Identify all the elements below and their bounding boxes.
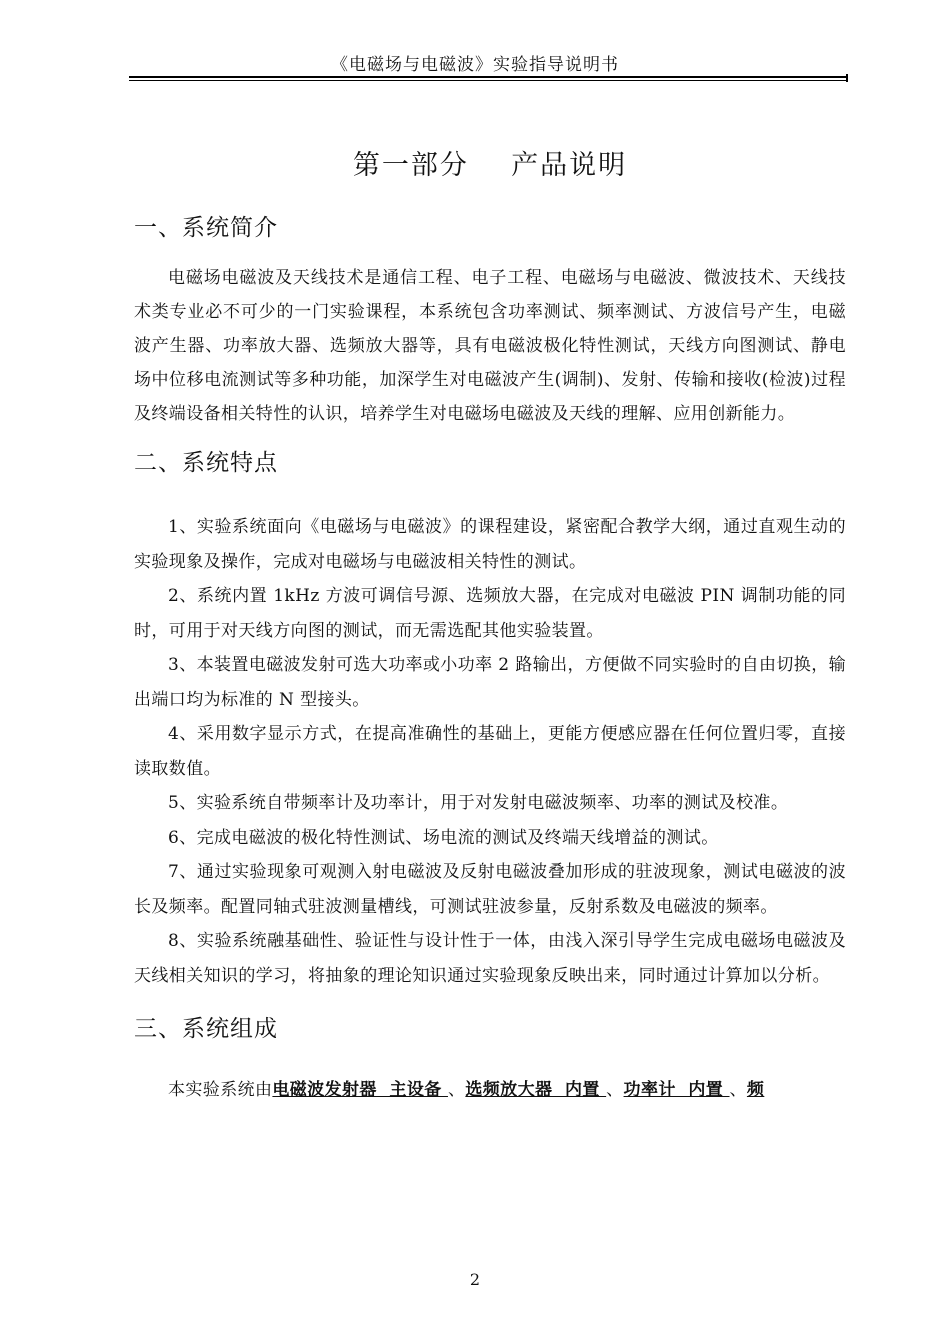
header-title: 《电磁场与电磁波》实验指导说明书 <box>331 55 619 75</box>
feature-item: 3、本装置电磁波发射可选大功率或小功率 2 路输出，方便做不同实验时的自由切换，输出端口均为标准的 N 型接头。 <box>134 655 846 710</box>
component-truncated: 频 <box>746 1080 765 1100</box>
header-rule-thin <box>129 80 847 81</box>
header-rule-tick <box>846 74 848 82</box>
section-heading-features: 二、系统特点 <box>134 450 278 476</box>
composition-lead: 本实验系统由 <box>168 1080 273 1100</box>
feature-item: 4、采用数字显示方式，在提高准确性的基础上，更能方便感应器在任何位置归零，直接读取数值。 <box>134 724 846 779</box>
component-power-meter: 功率计 内置 <box>623 1080 730 1100</box>
header-rule <box>129 76 847 78</box>
feature-item: 2、系统内置 1kHz 方波可调信号源、选频放大器，在完成对电磁波 PIN 调制功能的同时，可用于对天线方向图的测试，而无需选配其他实验装置。 <box>134 586 846 641</box>
feature-item: 5、实验系统自带频率计及功率计，用于对发射电磁波频率、功率的测试及校准。 <box>168 793 789 813</box>
feature-item: 8、实验系统融基础性、验证性与设计性于一体，由浅入深引导学生完成电磁场电磁波及天线相关知识的学习，将抽象的理论知识通过实验现象反映出来，同时通过计算加以分析。 <box>134 931 846 986</box>
feature-item: 7、通过实验现象可观测入射电磁波及反射电磁波叠加形成的驻波现象，测试电磁波的波长及频率。配置同轴式驻波测量槽线，可测试驻波参量，反射系数及电磁波的频率。 <box>134 862 846 917</box>
section-heading-intro: 一、系统简介 <box>134 215 278 241</box>
features-list <box>134 510 846 993</box>
component-selective-amplifier: 选频放大器 内置 <box>465 1080 607 1100</box>
composition-paragraph <box>134 1073 846 1107</box>
section-heading-composition: 三、系统组成 <box>134 1016 278 1042</box>
page-number: 2 <box>469 1270 481 1289</box>
page-content <box>134 136 846 1107</box>
separator: 、 <box>729 1080 747 1100</box>
feature-item: 6、完成电磁波的极化特性测试、场电流的测试及终端天线增益的测试。 <box>168 827 719 848</box>
intro-paragraph: 电磁场电磁波及天线技术是通信工程、电子工程、电磁场与电磁波、微波技术、天线技术类专业必不可少的一门实验课程，本系统包含功率测试、频率测试、方波信号产生，电磁波产生器、功率放大器、选频放大器等，具有电磁波极化特性测试，天线方向图测试、静电场中位移电流测试等多种功能，加深学生对电磁波产生(调制)、发射、传输和接收(检波)过程及终端设备相关特性的认识，培养学生对电磁场电磁波及天线的理解、应用创新能力。 <box>134 268 846 424</box>
component-emitter: 电磁波发射器 主设备 <box>272 1080 448 1100</box>
separator: 、 <box>447 1080 466 1100</box>
part-title: 第一部分 产品说明 <box>352 150 628 181</box>
feature-item: 1、实验系统面向《电磁场与电磁波》的课程建设，紧密配合教学大纲，通过直观生动的实验现象及操作，完成对电磁场与电磁波相关特性的测试。 <box>134 517 846 572</box>
separator: 、 <box>606 1080 624 1100</box>
